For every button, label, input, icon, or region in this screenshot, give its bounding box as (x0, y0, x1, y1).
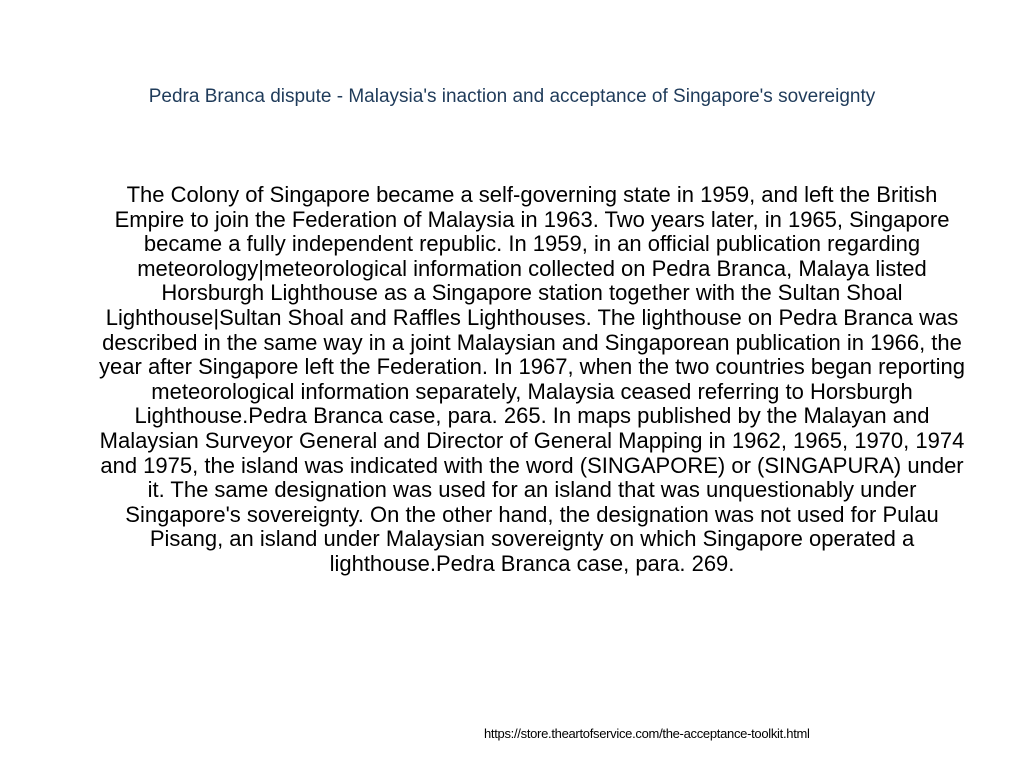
slide-title: Pedra Branca dispute - Malaysia's inaction and acceptance of Singapore's sovereignty (148, 86, 876, 107)
slide-body-text: The Colony of Singapore became a self-governing state in 1959, and left the British Empire to join the Federation of Malaysia in 1963. Two years later, in 1965, Singapore became a fully independent republic. In 1959, in an official publication regarding meteorology|meteorological information collected on Pedra Branca, Malaya listed Horsburgh Lighthouse as a Singapore station together with the Sultan Shoal Lighthouse|Sultan Shoal and Raffles Lighthouses. The lighthouse on Pedra Branca was described in the same way in a joint Malaysian and Singaporean publication in 1966, the year after Singapore left the Federation. In 1967, when the two countries began reporting meteorological information separately, Malaysia ceased referring to Horsburgh Lighthouse.Pedra Branca case, para. 265. In maps published by the Malayan and Malaysian Surveyor General and Director of General Mapping in 1962, 1965, 1970, 1974 and 1975, the island was indicated with the word (SINGAPORE) or (SINGAPURA) under it. The same designation was used for an island that was unquestionably under Singapore's sovereignty. On the other hand, the designation was not used for Pulau Pisang, an island under Malaysian sovereignty on which Singapore operated a lighthouse.Pedra Branca case, para. 269. (99, 182, 965, 576)
footer-link[interactable]: https://store.theartofservice.com/the-acceptance-toolkit.html (484, 726, 810, 741)
